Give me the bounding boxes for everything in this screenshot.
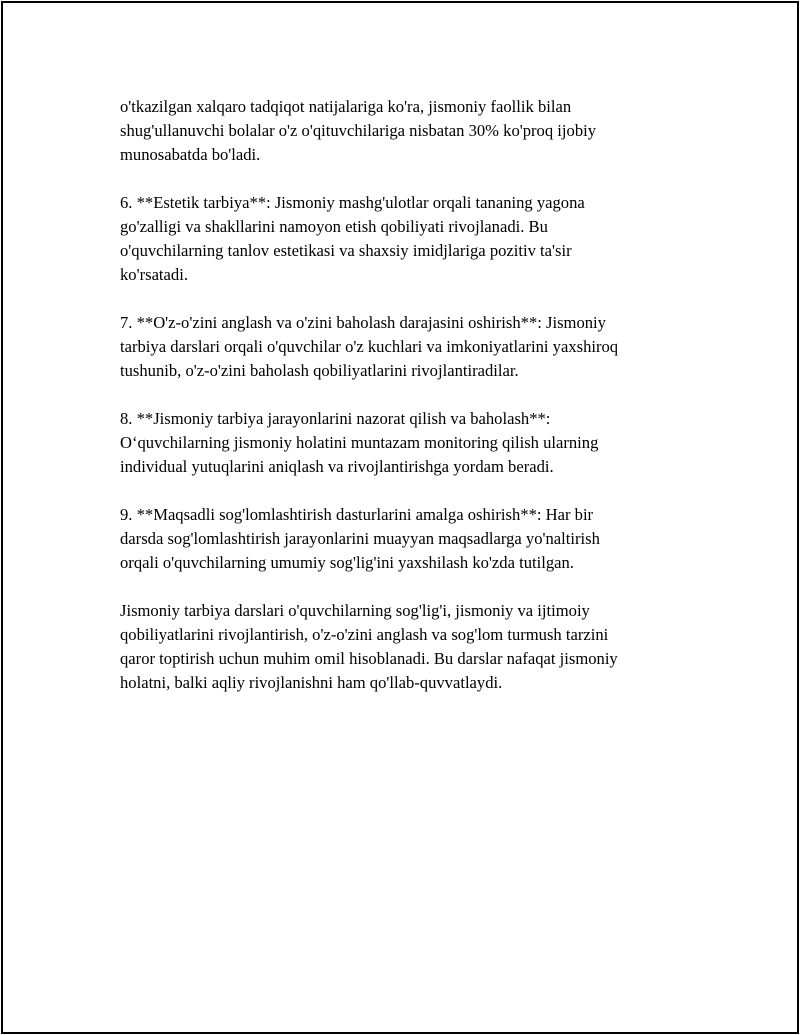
text-line: 8. **Jismoniy tarbiya jarayonlarini nazorat qilish va baholash**: <box>120 409 551 428</box>
text-line: o'tkazilgan xalqaro tadqiqot natijalariga ko'ra, jismoniy faollik bilan <box>120 97 572 116</box>
paragraph-intro-continuation <box>120 95 680 167</box>
text-line: shug'ullanuvchi bolalar o'z o'qituvchilariga nisbatan 30% ko'proq ijobiy <box>120 121 597 140</box>
text-line: munosabatda bo'ladi. <box>120 145 261 164</box>
text-line: darsda sog'lomlashtirish jarayonlarini muayyan maqsadlarga yo'naltirish <box>120 529 600 548</box>
text-line: tushunib, o'z-o'zini baholash qobiliyatlarini rivojlantiradilar. <box>120 361 519 380</box>
document-body <box>120 95 680 719</box>
text-line: tarbiya darslari orqali o'quvchilar o'z kuchlari va imkoniyatlarini yaxshiroq <box>120 337 619 356</box>
paragraph-item-9-health-programs <box>120 503 680 575</box>
text-line: Jismoniy tarbiya darslari o'quvchilarning sog'lig'i, jismoniy va ijtimoiy <box>120 601 590 620</box>
text-line: qobiliyatlarini rivojlantirish, o'z-o'zini anglash va sog'lom turmush tarzini <box>120 625 609 644</box>
text-line: o'quvchilarning tanlov estetikasi va shaxsiy imidjlariga pozitiv ta'sir <box>120 241 572 260</box>
document-page <box>1 1 799 1034</box>
text-line: individual yutuqlarini aniqlash va rivojlantirishga yordam beradi. <box>120 457 554 476</box>
text-line: orqali o'quvchilarning umumiy sog'lig'ini yaxshilash ko'zda tutilgan. <box>120 553 574 572</box>
text-line: 7. **O'z-o'zini anglash va o'zini baholash darajasini oshirish**: Jismoniy <box>120 313 606 332</box>
paragraph-item-8-monitoring <box>120 407 680 479</box>
text-line: 9. **Maqsadli sog'lomlashtirish dasturlarini amalga oshirish**: Har bir <box>120 505 594 524</box>
text-line: ko'rsatadi. <box>120 265 188 284</box>
text-line: O‘quvchilarning jismoniy holatini muntazam monitoring qilish ularning <box>120 433 599 452</box>
paragraph-conclusion <box>120 599 680 695</box>
paragraph-item-6-aesthetic-education <box>120 191 680 287</box>
text-line: holatni, balki aqliy rivojlanishni ham qo'llab-quvvatlaydi. <box>120 673 503 692</box>
text-line: qaror toptirish uchun muhim omil hisoblanadi. Bu darslar nafaqat jismoniy <box>120 649 618 668</box>
text-line: go'zalligi va shakllarini namoyon etish qobiliyati rivojlanadi. Bu <box>120 217 548 236</box>
text-line: 6. **Estetik tarbiya**: Jismoniy mashg'ulotlar orqali tananing yagona <box>120 193 585 212</box>
paragraph-item-7-self-awareness <box>120 311 680 383</box>
